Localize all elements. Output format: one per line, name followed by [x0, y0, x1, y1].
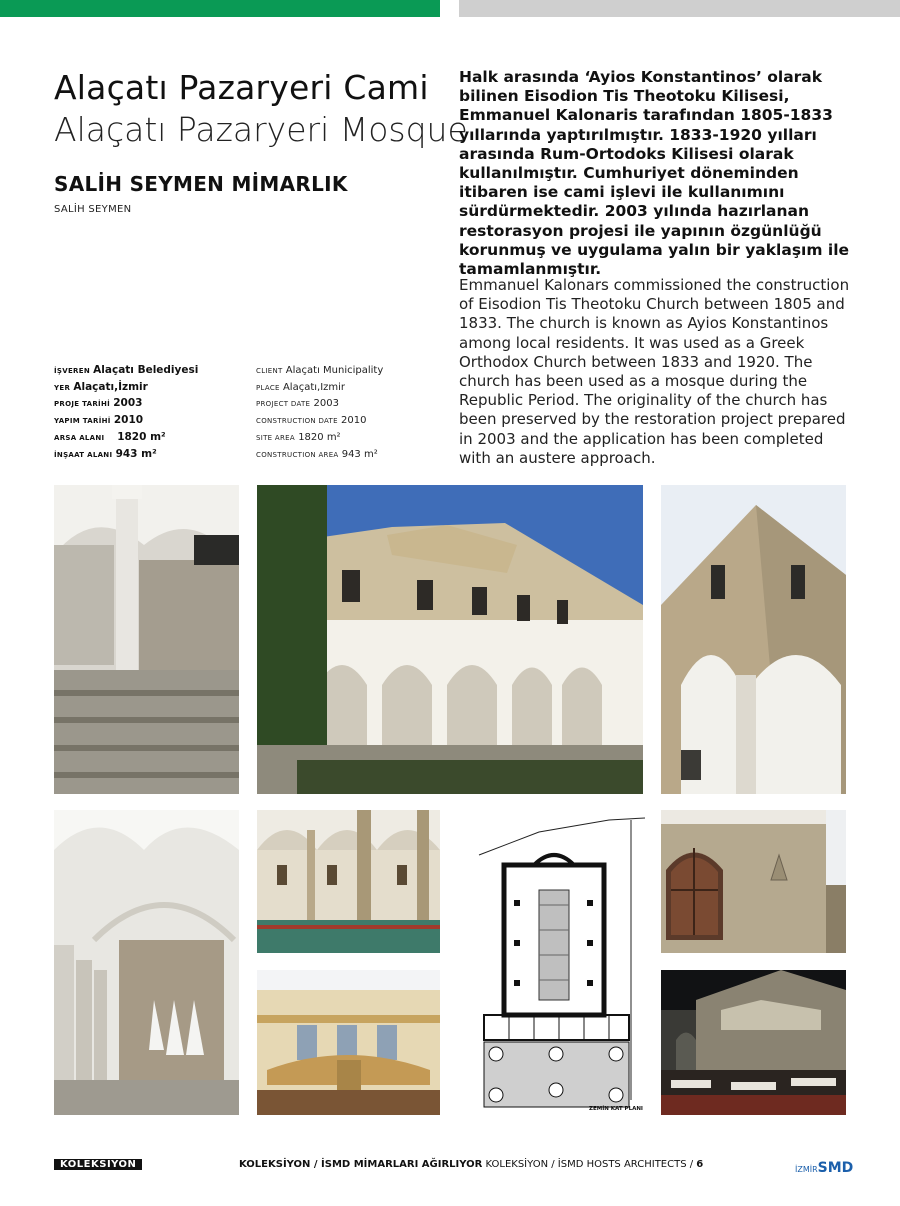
project-info-turkish [54, 363, 244, 463]
photo-night-view [661, 970, 846, 1115]
top-green-bar [0, 0, 440, 17]
footer-caption: KOLEKSİYON / İSMD MİMARLARI AĞIRLIYOR KOLEKSİYON / İSMD HOSTS ARCHITECTS / 6 [239, 1159, 704, 1170]
description-english: Emmanuel Kalonars commissioned the construction of Eisodion Tis Theotoku Church between 1805 and 1833. The church is known as Ayios Konstantinos among local residents. It was used as a Greek Orthodox Church between 1833 and 1920. The church has been used as a mosque during the Republic Period. The originality of the church has been preserved by the restoration project prepared in 2003 and the application has been completed with an austere approach. [459, 276, 850, 467]
page-title-turkish: Alaçatı Pazaryeri Cami [54, 68, 429, 107]
photo-ornament-detail [257, 970, 440, 1115]
izmir-smd-logo: İZMİRSMD [795, 1160, 854, 1176]
info-row: CONSTRUCTION AREA 943 m² [256, 448, 378, 460]
collection-logo: KOLEKSİYON [54, 1159, 142, 1170]
description-turkish: Halk arasında ‘Ayios Konstantinos’ olarak bilinen Eisodion Tis Theotoku Kilisesi, Emmanuel Kalonaris tarafından 1805-1833 yıllarında yaptırılmıştır. 1833-1920 yılları arasında Rum-Ortodoks Kilisesi olarak kullanılmıştır. Cumhuriyet döneminden itibaren ise cami işlevi ile kullanımını sürdürmektedir. 2003 yılında hazırlanan restorasyon projesi ile yapının özgünlüğü korunmuş ve uygulama yalın bir yaklaşım ile tamamlanmıştır. [459, 68, 850, 279]
photo-window-wall [661, 810, 846, 953]
info-row: İŞVEREN Alaçatı Belediyesi [54, 364, 199, 376]
page-title-english: Alaçatı Pazaryeri Mosque [54, 110, 468, 149]
ground-floor-plan [459, 810, 645, 1115]
photo-arcade-umbrellas [54, 810, 239, 1115]
info-row: PROJE TARİHİ 2003 [54, 397, 143, 410]
project-info-english [256, 363, 446, 463]
architect-name: SALİH SEYMEN [54, 204, 132, 215]
info-row: CONSTRUCTION DATE 2010 [256, 415, 367, 427]
info-row: CLIENT Alaçatı Municipality [256, 365, 384, 376]
photo-interior [257, 810, 440, 953]
top-gray-bar [459, 0, 900, 17]
info-row: YAPIM TARİHİ 2010 [54, 414, 144, 427]
info-row: SITE AREA 1820 m² [256, 431, 341, 443]
info-row: PROJECT DATE 2003 [256, 398, 339, 410]
info-row: YER Alaçatı,İzmir [54, 380, 148, 393]
info-row: ARSA ALANI 1820 m² [54, 430, 166, 443]
photo-building-corner [661, 485, 846, 794]
plan-label: ZEMİN KAT PLANI [589, 1106, 643, 1112]
firm-name: SALİH SEYMEN MİMARLIK [54, 172, 348, 196]
info-row: İNŞAAT ALANI 943 m² [54, 447, 157, 460]
info-row: PLACE Alaçatı,Izmir [256, 381, 346, 393]
photo-main-facade [257, 485, 643, 794]
photo-portico-steps [54, 485, 239, 794]
